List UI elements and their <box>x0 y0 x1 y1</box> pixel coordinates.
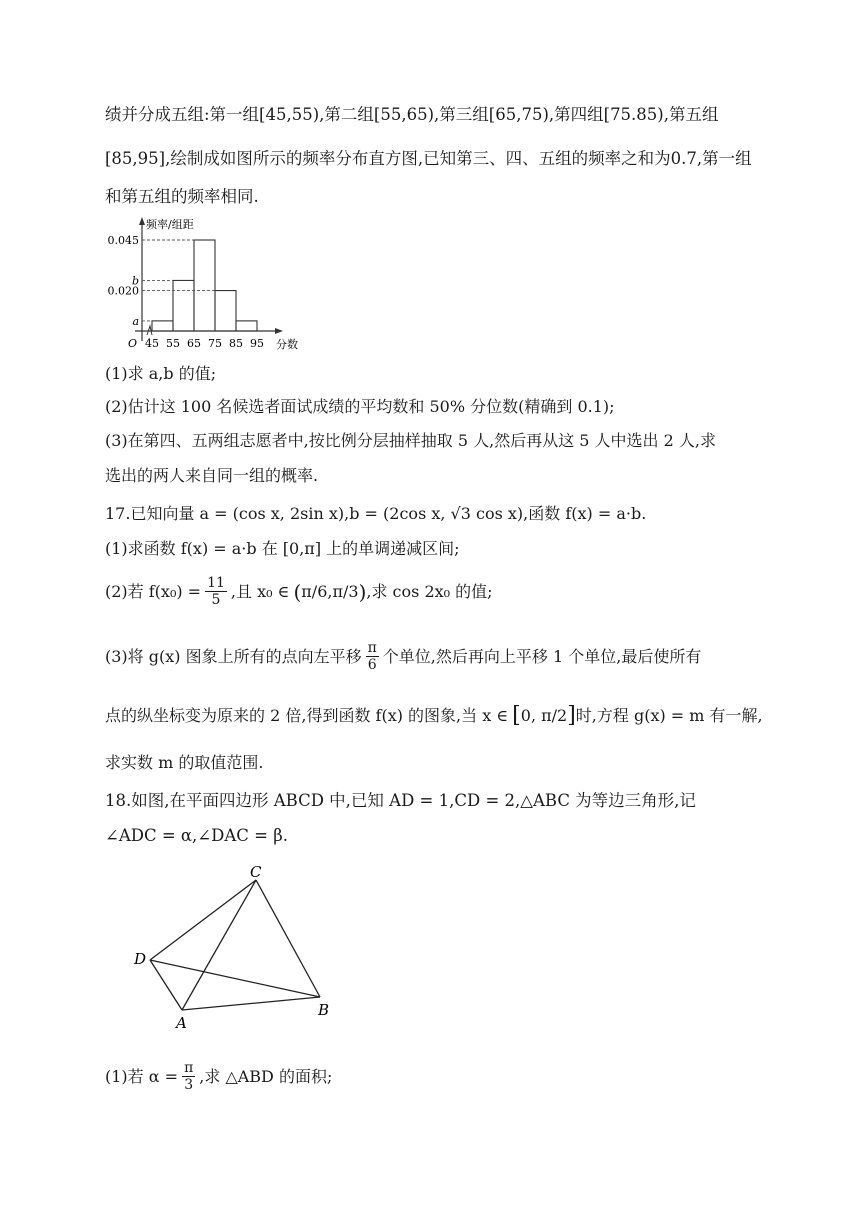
q18-stem-line-2: ∠ADC = α,∠DAC = β. <box>105 826 288 845</box>
q16-part-1: (1)求 a,b 的值; <box>105 364 217 383</box>
fraction-numerator: π <box>367 640 377 656</box>
x-tick-label: 45 <box>145 337 159 350</box>
intro-line-2: [85,95],绘制成如图所示的频率分布直方图,已知第三、四、五组的频率之和为0.7,第一组 <box>105 149 752 168</box>
q17-p3-pre: (3)将 g(x) 图象上所有的点向左平移 <box>105 646 362 666</box>
fraction-pi-6 <box>366 640 379 673</box>
y-axis-label: 频率/组距 <box>146 218 194 231</box>
segment-DB <box>150 960 320 997</box>
right-paren: ) <box>358 579 367 604</box>
intro-line-3: 和第五组的频率相同. <box>105 187 259 206</box>
fraction-numerator: π <box>184 1060 194 1076</box>
q17-p2-mid: ,且 x₀ ∈ <box>230 581 290 601</box>
vertex-label-A: A <box>176 1014 187 1032</box>
fraction-denominator: 6 <box>367 657 377 673</box>
q17-p2-post: ,求 cos 2x₀ 的值; <box>366 581 493 601</box>
q17-p3-post: 个单位,然后再向上平移 1 个单位,最后使所有 <box>382 646 702 666</box>
q17-part-2 <box>105 575 765 608</box>
left-bracket: [ <box>512 703 521 728</box>
y-axis-arrow <box>139 217 145 225</box>
q18-part-1 <box>105 1060 765 1093</box>
q17-stem: 17.已知向量 a = (cos x, 2sin x),b = (2cos x, √3 cos x),函数 f(x) = a·b. <box>105 504 647 523</box>
q17-part-3-line-2 <box>105 705 765 727</box>
segment-AC <box>182 880 256 1010</box>
x-tick-label: 55 <box>166 337 180 350</box>
q18-stem-line-1: 18.如图,在平面四边形 ABCD 中,已知 AD = 1,CD = 2,△ABC 为等边三角形,记 <box>105 791 696 810</box>
q18-p1-post: ,求 △ABD 的面积; <box>199 1066 333 1086</box>
segment-DC <box>150 880 256 960</box>
frequency-histogram <box>95 215 305 357</box>
x-axis-label: 分数 <box>276 338 298 351</box>
fraction-11-5 <box>205 575 227 608</box>
fraction-numerator: 11 <box>207 575 225 591</box>
q18-p1-pre: (1)若 α = <box>105 1066 179 1086</box>
y-tick-label: 0.020 <box>107 284 139 298</box>
histogram-bar-45-55 <box>152 321 173 331</box>
q17-part-3-line-1 <box>105 640 765 673</box>
histogram-bar-75-85 <box>215 291 236 331</box>
intro-line-1: 绩并分成五组:第一组[45,55),第二组[55,65),第三组[65,75),第四组[75.85),第五组 <box>105 105 719 124</box>
y-tick-label: b <box>131 274 139 288</box>
q16-part-3-line-2: 选出的两人来自同一组的概率. <box>105 466 319 485</box>
comma: , <box>327 581 333 601</box>
vertex-label-C: C <box>250 863 262 881</box>
q17-interval-end: π/3 <box>332 581 359 601</box>
q17-part-3-line-3: 求实数 m 的取值范围. <box>105 753 264 772</box>
segment-CB <box>256 880 320 997</box>
q16-part-3-line-1: (3)在第四、五两组志愿者中,按比例分层抽样抽取 5 人,然后再从这 5 人中选出 2 人,求 <box>105 431 716 450</box>
right-bracket: ] <box>567 703 576 728</box>
vertex-label-B: B <box>318 1001 330 1019</box>
left-paren: ( <box>293 579 302 604</box>
y-tick-label: a <box>132 314 139 328</box>
vertex-label-D: D <box>134 950 147 968</box>
segment-AB <box>182 997 320 1010</box>
x-axis-arrow <box>275 328 283 334</box>
histogram-bar-65-75 <box>194 240 215 331</box>
q17-p3b-interval: 0, π/2 <box>520 706 568 725</box>
q17-interval-start: π/6 <box>301 581 328 601</box>
histogram-bar-55-65 <box>173 280 194 331</box>
q17-part-1: (1)求函数 f(x) = a·b 在 [0,π] 上的单调递减区间; <box>105 539 460 558</box>
q16-part-2: (2)估计这 100 名候选者面试成绩的平均数和 50% 分位数(精确到 0.1); <box>105 397 615 416</box>
x-tick-label: 85 <box>229 337 243 350</box>
segment-DA <box>150 960 182 1010</box>
quadrilateral-figure <box>120 860 350 1035</box>
y-tick-label: 0.045 <box>107 234 139 247</box>
q17-p3b-post: 时,方程 g(x) = m 有一解, <box>575 706 763 725</box>
x-tick-label: 75 <box>208 337 222 350</box>
q17-p2-pre: (2)若 f(x₀) = <box>105 581 202 601</box>
fraction-denominator: 3 <box>184 1077 194 1093</box>
histogram-bar-85-95 <box>236 321 257 331</box>
x-tick-label: 95 <box>250 337 264 350</box>
origin-label: O <box>128 337 138 350</box>
q17-p3b-pre: 点的纵坐标变为原来的 2 倍,得到函数 f(x) 的图象,当 x ∈ <box>105 706 509 725</box>
fraction-denominator: 5 <box>211 592 221 608</box>
x-tick-label: 65 <box>187 337 201 350</box>
fraction-pi-3 <box>182 1060 195 1093</box>
